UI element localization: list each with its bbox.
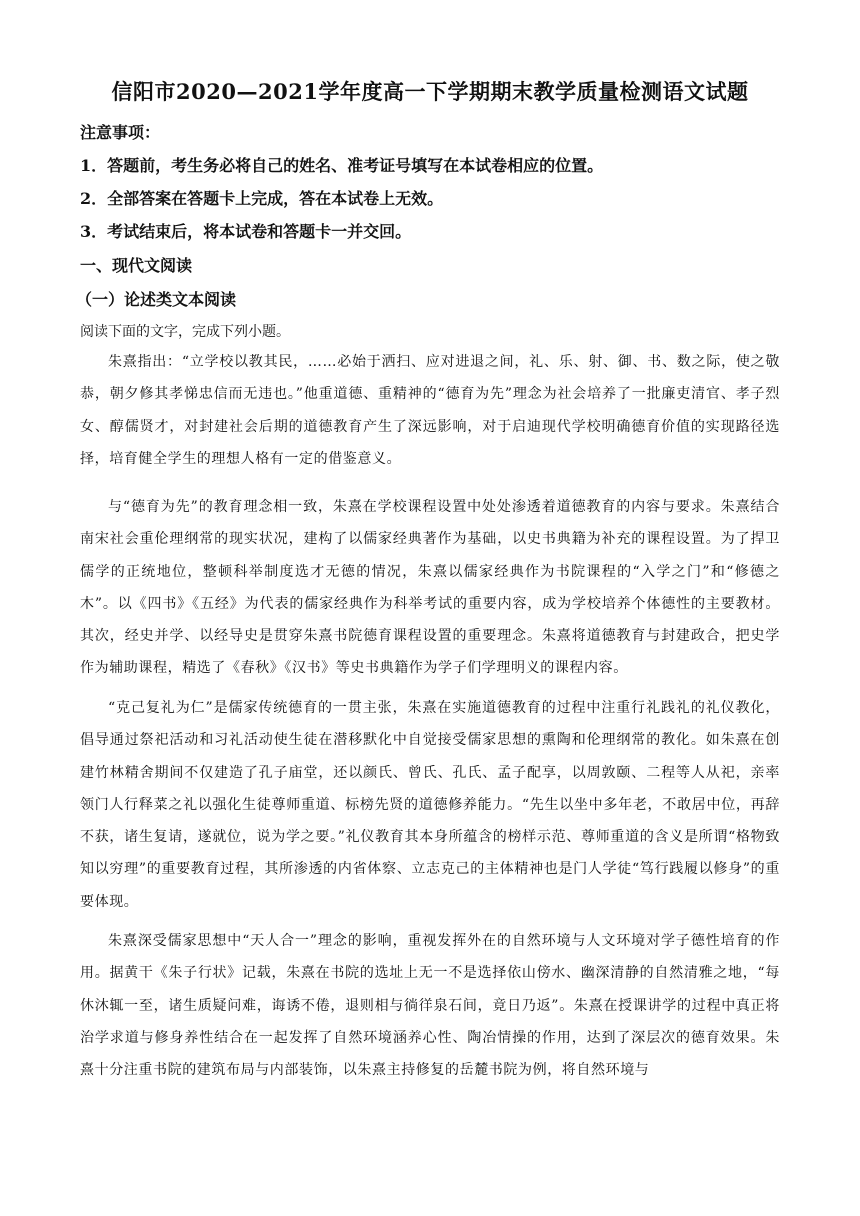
notice-heading: 注意事项： (80, 123, 161, 142)
reading-instruction: 阅读下面的文字，完成下列小题。 (80, 324, 290, 340)
body-paragraph: 与“德育为先”的教育理念相一致，朱熹在学校课程设置中处处渗透着道德教育的内容与要求。朱熹结合南宋社会重伦理纲常的现实状况，建构了以儒家经典著作为基础，以史书典籍为补充的课程设置。为了捍卫儒学的正统地位，整顿科举制度选才无德的情况，朱熹以儒家经典作为书院课程的“入学之门”和“修德之木”。以《四书》《五经》为代表的儒家经典作为科举考试的重要内容，成为学校培养个体德性的主要教材。其次，经史并学、以经导史是贯穿朱熹书院德育课程设置的重要理念。朱熹将道德教育与封建政合，把史学作为辅助课程，精选了《春秋》《汉书》等史书典籍作为学子们学理明义的课程内容。 (80, 499, 780, 677)
subsection-heading: （一）论述类文本阅读 (76, 290, 237, 309)
body-paragraph: “克己复礼为仁”是儒家传统德育的一贯主张，朱熹在实施道德教育的过程中注重行礼践礼的礼仪教化，倡导通过祭祀活动和习礼活动使生徒在潜移默化中自觉接受儒家思想的熏陶和伦理纲常的教化。如朱熹在创建竹林精舍期间不仅建造了孔子庙堂，还以颜氏、曾氏、孔氏、孟子配享，以周敦颐、二程等人从祀，亲率领门人行释菜之礼以强化生徒尊师重道、标榜先贤的道德修养能力。“先生以坐中多年老，不敢居中位，再辞不获，诸生复请，遂就位，说为学之要。”礼仪教育其本身所蕴含的榜样示范、尊师重道的含义是所谓“格物致知以穷理”的重要教育过程，其所渗透的内省体察、立志克己的主体精神也是门人学徒“笃行践履以修身”的重要体现。 (80, 700, 780, 910)
notice-item: 2．全部答案在答题卡上完成，答在本试卷上无效。 (80, 189, 444, 208)
notice-item: 3．考试结束后，将本试卷和答题卡一并交回。 (80, 222, 412, 241)
section-heading: 一、现代文阅读 (80, 256, 193, 275)
notice-item: 1．答题前，考生务必将自己的姓名、准考证号填写在本试卷相应的位置。 (80, 156, 604, 175)
body-paragraph: 朱熹指出：“立学校以教其民，……必始于洒扫、应对进退之间，礼、乐、射、御、书、数之际，使之敬恭，朝夕修其孝悌忠信而无违也。”他重道德、重精神的“德育为先”理念为社会培养了一批廉吏清官、孝子烈女、醇儒贤才，对封建社会后期的道德教育产生了深远影响，对于启迪现代学校明确德育价值的实现路径选择，培育健全学生的理想人格有一定的借鉴意义。 (80, 354, 780, 467)
body-paragraph: 朱熹深受儒家思想中“天人合一”理念的影响，重视发挥外在的自然环境与人文环境对学子德性培育的作用。据黄干《朱子行状》记载，朱熹在书院的选址上无一不是选择依山傍水、幽深清静的自然清雅之地，“每休沐辄一至，诸生质疑问难，诲诱不倦，退则相与徜徉泉石间，竟日乃返”。朱熹在授课讲学的过程中真正将治学求道与修身养性结合在一起发挥了自然环境涵养心性、陶冶情操的作用，达到了深层次的德育效果。朱熹十分注重书院的建筑布局与内部装饰，以朱熹主持修复的岳麓书院为例，将自然环境与 (80, 933, 780, 1079)
document-title: 信阳市2020—2021学年度高一下学期期末教学质量检测语文试题 (111, 79, 749, 104)
